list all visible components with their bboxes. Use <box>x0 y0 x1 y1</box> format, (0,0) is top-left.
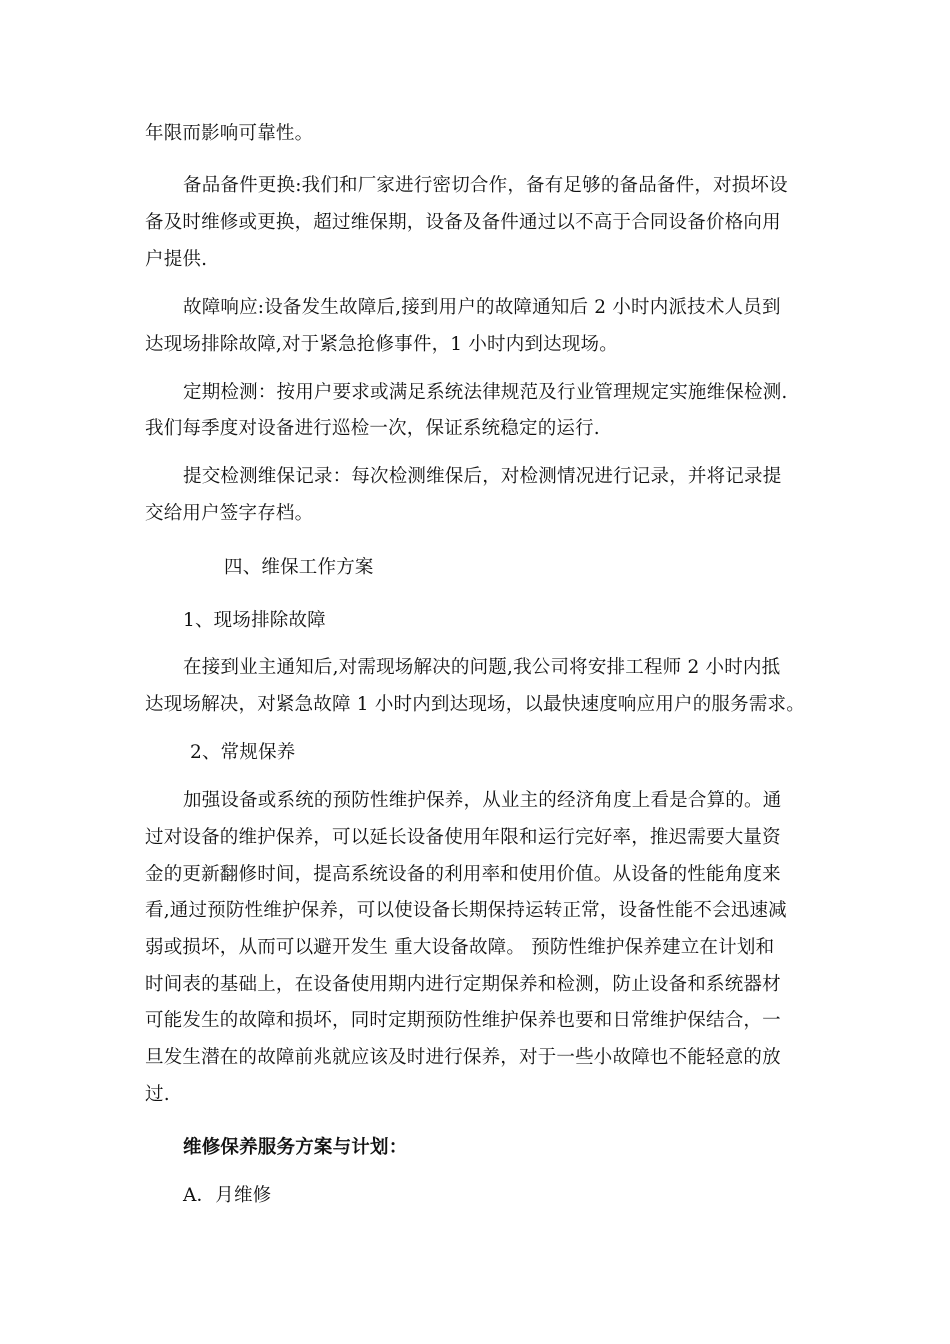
text-line: 看,通过预防性维护保养，可以使设备长期保持运转正常，设备性能不会迅速减 <box>145 900 787 921</box>
text-line: 达现场解决，对紧急故障 1 小时内到达现场，以最快速度响应用户的服务需求。 <box>145 694 805 715</box>
text-line: 达现场排除故障,对于紧急抢修事件，1 小时内到达现场。 <box>145 334 618 355</box>
text-line: 提交检测维保记录：每次检测维保后，对检测情况进行记录，并将记录提 <box>183 466 782 487</box>
text-line: 旦发生潜在的故障前兆就应该及时进行保养，对于一些小故障也不能轻意的放 <box>145 1047 781 1068</box>
bold-heading: 维修保养服务方案与计划： <box>183 1137 408 1158</box>
text-line: 过对设备的维护保养，可以延长设备使用年限和运行完好率，推迟需要大量资 <box>145 827 781 848</box>
text-line: 户提供. <box>145 249 208 270</box>
section-heading: 四、维保工作方案 <box>224 557 374 578</box>
subsection-heading: 2、常规保养 <box>190 742 296 763</box>
text-line: 过. <box>145 1084 170 1105</box>
text-line: 定期检测：按用户要求或满足系统法律规范及行业管理规定实施维保检测. <box>183 382 788 403</box>
subsection-heading: 1、现场排除故障 <box>183 610 326 631</box>
text-line: 故障响应:设备发生故障后,接到用户的故障通知后 2 小时内派技术人员到 <box>183 297 781 318</box>
text-line: 金的更新翻修时间，提高系统设备的利用率和使用价值。从设备的性能角度来 <box>145 864 781 885</box>
text-line: 年限而影响可靠性。 <box>145 123 314 144</box>
text-line: 我们每季度对设备进行巡检一次，保证系统稳定的运行. <box>145 418 600 439</box>
text-line: 可能发生的故障和损坏，同时定期预防性维护保养也要和日常维护保结合，一 <box>145 1010 781 1031</box>
text-line: 在接到业主通知后,对需现场解决的问题,我公司将安排工程师 2 小时内抵 <box>183 657 781 678</box>
text-line: 备品备件更换:我们和厂家进行密切合作，备有足够的备品备件，对损坏设 <box>183 175 788 196</box>
text-line: 弱或损坏，从而可以避开发生 重大设备故障。 预防性维护保养建立在计划和 <box>145 937 775 958</box>
text-line: 交给用户签字存档。 <box>145 503 314 524</box>
text-line: 时间表的基础上，在设备使用期内进行定期保养和检测，防止设备和系统器材 <box>145 974 781 995</box>
text-line: 加强设备或系统的预防性维护保养，从业主的经济角度上看是合算的。通 <box>183 790 782 811</box>
text-line: A．月维修 <box>183 1185 272 1206</box>
text-line: 备及时维修或更换，超过维保期，设备及备件通过以不高于合同设备价格向用 <box>145 212 781 233</box>
